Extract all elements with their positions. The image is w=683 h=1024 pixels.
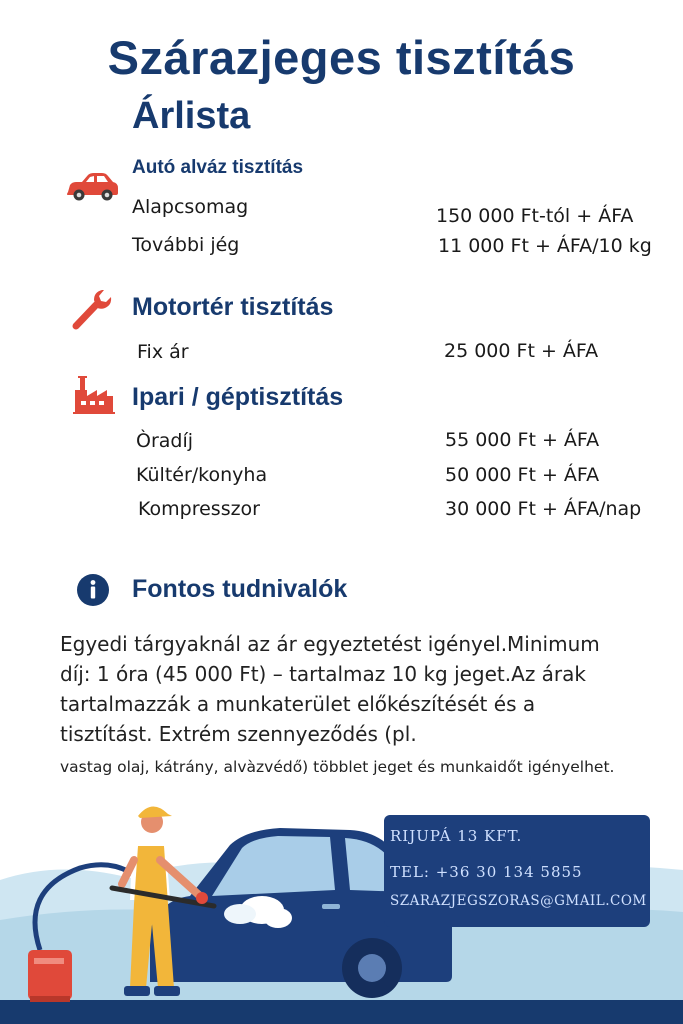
contact-phone: TEL: +36 30 134 5855 — [390, 863, 583, 881]
section-heading-engine: Motortér tisztítás — [132, 293, 334, 321]
car-row-label-basic: Alapcsomag — [132, 196, 249, 218]
contact-company: RIJUPÁ 13 KFT. — [390, 827, 523, 845]
info-text-small: vastag olaj, kátrány, alvàzvédő) többlet jeget és munkaidőt igényelhet. — [60, 758, 615, 776]
industrial-row-label-compressor: Kompresszor — [138, 498, 260, 520]
page-subtitle: Árlista — [132, 95, 251, 137]
wrench-icon — [70, 288, 114, 330]
industrial-row-price-hourly: 55 000 Ft + ÁFA — [445, 429, 600, 451]
info-heading: Fontos tudnivalók — [132, 575, 348, 603]
car-row-price-basic: 150 000 Ft-tól + ÁFA — [436, 205, 634, 227]
engine-row-label-fixed: Fix ár — [137, 341, 189, 363]
industrial-row-label-outdoor: Kültér/konyha — [136, 464, 268, 486]
contact-email: SZARAZJEGSZORAS@GMAIL.COM — [390, 893, 647, 909]
engine-row-price-fixed: 25 000 Ft + ÁFA — [444, 340, 599, 362]
info-text-main: Egyedi tárgyaknál az ár egyeztetést igényel.Minimum díj: 1 óra (45 000 Ft) – tartalmaz 10 kg jeget.Az árak tartalmazzák a munkaterület előkészítését és a tisztítást. Extrém szennyeződés (pl. — [60, 632, 600, 746]
page-title: Szárazjeges tisztítás — [107, 31, 576, 84]
industrial-row-label-hourly: Òradíj — [136, 430, 194, 452]
info-icon — [76, 573, 110, 607]
industrial-row-price-outdoor: 50 000 Ft + ÁFA — [445, 464, 600, 486]
section-heading-industrial: Ipari / géptisztítás — [132, 383, 344, 411]
contact-box — [384, 815, 650, 927]
factory-icon — [73, 376, 115, 414]
industrial-row-price-compressor: 30 000 Ft + ÁFA/nap — [445, 498, 642, 520]
car-row-price-extra-ice: 11 000 Ft + ÁFA/10 kg — [438, 235, 652, 257]
car-row-label-extra-ice: További jég — [132, 234, 240, 256]
car-icon — [64, 172, 120, 202]
section-heading-car: Autó alváz tisztítás — [132, 157, 304, 178]
